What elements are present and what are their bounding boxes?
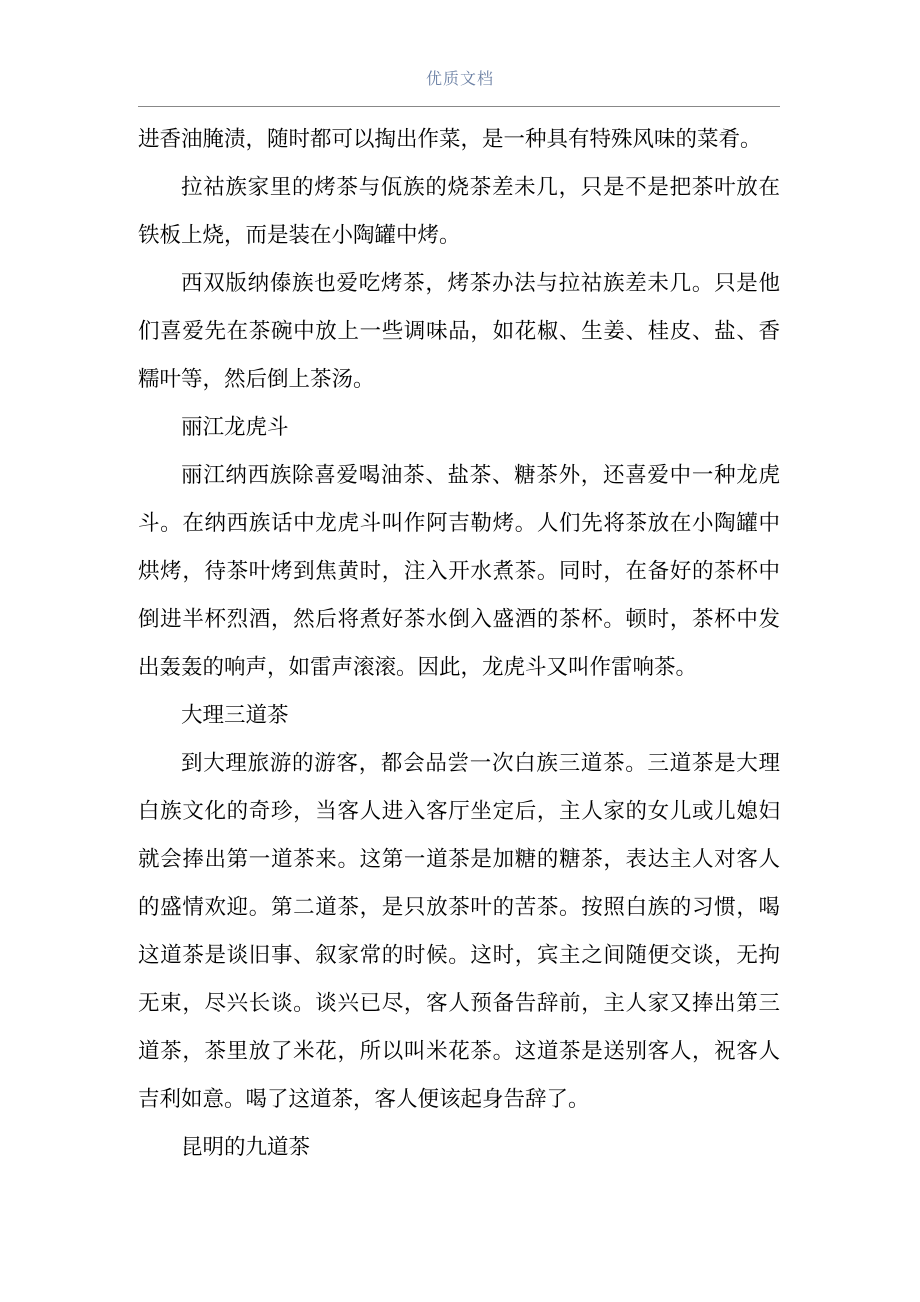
paragraph-dai-tea: 西双版纳傣族也爱吃烤茶，烤茶办法与拉祜族差未几。只是他们喜爱先在茶碗中放上一些调味品，如花椒、生姜、桂皮、盐、香糯叶等，然后倒上茶汤。 (138, 271, 780, 392)
section-heading-lijiang: 丽江龙虎斗 (181, 415, 289, 440)
paragraph-lijiang-tea: 丽江纳西族除喜爱喝油茶、盐茶、糖茶外，还喜爱中一种龙虎斗。在纳西族话中龙虎斗叫作阿吉勒烤。人们先将茶放在小陶罐中烘烤，待茶叶烤到焦黄时，注入开水煮茶。同时，在备好的茶杯中倒进半杯烈酒，然后将煮好茶水倒入盛酒的茶杯。顿时，茶杯中发出轰轰的响声，如雷声滚滚。因此，龙虎斗又叫作雷响茶。 (138, 463, 780, 680)
section-heading-kunming: 昆明的九道茶 (181, 1135, 311, 1160)
section-heading-dali: 大理三道茶 (181, 703, 289, 728)
paragraph-continuation: 进香油腌渍，随时都可以掏出作菜，是一种具有特殊风味的菜肴。 (138, 127, 762, 152)
document-body (138, 116, 780, 1172)
paragraph-lahu-tea: 拉祜族家里的烤茶与佤族的烧茶差未几，只是不是把茶叶放在铁板上烧，而是装在小陶罐中烤。 (138, 175, 780, 248)
paragraph-dali-tea: 到大理旅游的游客，都会品尝一次白族三道茶。三道茶是大理白族文化的奇珍，当客人进入客厅坐定后，主人家的女儿或儿媳妇就会捧出第一道茶来。这第一道茶是加糖的糖茶，表达主人对客人的盛情欢迎。第二道茶，是只放茶叶的苦茶。按照白族的习惯，喝这道茶是谈旧事、叙家常的时候。这时，宾主之间随便交谈，无拘无束，尽兴长谈。谈兴已尽，客人预备告辞前，主人家又捧出第三道茶，茶里放了米花，所以叫米花茶。这道茶是送别客人，祝客人吉利如意。喝了这道茶，客人便该起身告辞了。 (138, 751, 780, 1112)
page-header-title: 优质文档 (425, 69, 494, 88)
header-divider (138, 106, 780, 107)
